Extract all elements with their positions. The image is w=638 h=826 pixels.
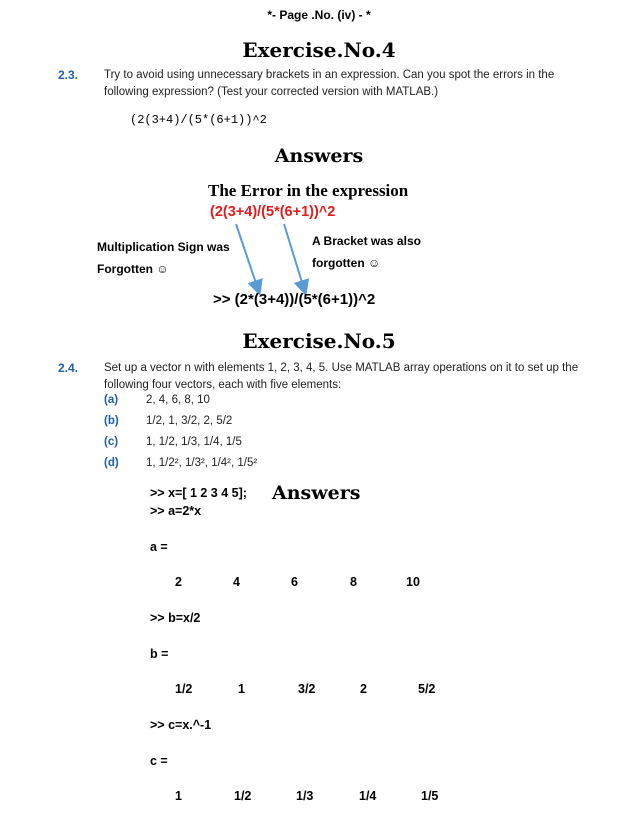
answers-5-title: Answers (272, 482, 361, 504)
b-value: 3/2 (298, 682, 316, 696)
b-value: 2 (360, 682, 367, 696)
c-values-row (0, 789, 638, 807)
item-c-label: (c) (104, 436, 119, 448)
arrow-to-bracket (284, 224, 305, 292)
item-d-text: 1, 1/2², 1/3², 1/4², 1/5² (146, 457, 258, 469)
exercise-5-title: Exercise.No.5 (242, 329, 396, 353)
item-a-text: 2, 4, 6, 8, 10 (146, 394, 210, 406)
a-value: 8 (350, 575, 357, 589)
page-header: *- Page .No. (iv) - * (267, 8, 371, 22)
problem-2-4-number: 2.4. (58, 361, 79, 375)
a-value: 2 (175, 575, 182, 589)
cmd-c: >> c=x.^-1 (150, 718, 212, 732)
item-d-label: (d) (104, 457, 119, 469)
c-value: 1/4 (359, 789, 377, 803)
c-value: 1/3 (296, 789, 314, 803)
note-multiplication-sign: Multiplication Sign was Forgotten ☺ (97, 240, 230, 276)
problem-2-4-text: Set up a vector n with elements 1, 2, 3, 4, 5. Use MATLAB array operations on it to set up the following four vectors, each with five elements: (104, 362, 579, 391)
problem-2-3-number: 2.3. (58, 68, 79, 82)
error-expression: (2(3+4)/(5*(6+1))^2 (210, 204, 336, 220)
item-b-text: 1/2, 1, 3/2, 2, 5/2 (146, 415, 233, 427)
problem-2-3-expression: (2(3+4)/(5*(6+1))^2 (130, 113, 267, 127)
a-value: 4 (233, 575, 240, 589)
c-value: 1 (175, 789, 182, 803)
error-heading: The Error in the expression (208, 181, 409, 200)
b-values-row (0, 682, 638, 700)
a-value: 6 (291, 575, 298, 589)
b-value: 1 (238, 682, 245, 696)
item-a-label: (a) (104, 394, 119, 406)
a-value: 10 (406, 575, 420, 589)
item-c-text: 1, 1/2, 1/3, 1/4, 1/5 (146, 436, 242, 448)
b-value: 5/2 (418, 682, 436, 696)
corrected-command: >> (2*(3+4))/(5*(6+1))^2 (213, 291, 376, 308)
c-value: 1/5 (421, 789, 439, 803)
cmd-x: >> x=[ 1 2 3 4 5]; (150, 486, 247, 500)
cmd-b: >> b=x/2 (150, 611, 201, 625)
answers-4-title: Answers (274, 145, 364, 167)
problem-2-3-text: Try to avoid using unnecessary brackets in an expression. Can you spot the errors in the following expression? (Test your corrected version with MATLAB.) (104, 69, 555, 98)
exercise-4-title: Exercise.No.4 (242, 38, 396, 62)
arrow-to-multiplication (236, 224, 259, 292)
b-value: 1/2 (175, 682, 193, 696)
a-label: a = (150, 540, 168, 554)
c-value: 1/2 (234, 789, 252, 803)
a-values-row (0, 575, 638, 593)
cmd-a: >> a=2*x (150, 504, 202, 518)
note-bracket-forgotten: A Bracket was also forgotten ☺ (312, 234, 421, 270)
b-label: b = (150, 647, 169, 661)
item-b-label: (b) (104, 415, 119, 427)
c-label: c = (150, 754, 168, 768)
